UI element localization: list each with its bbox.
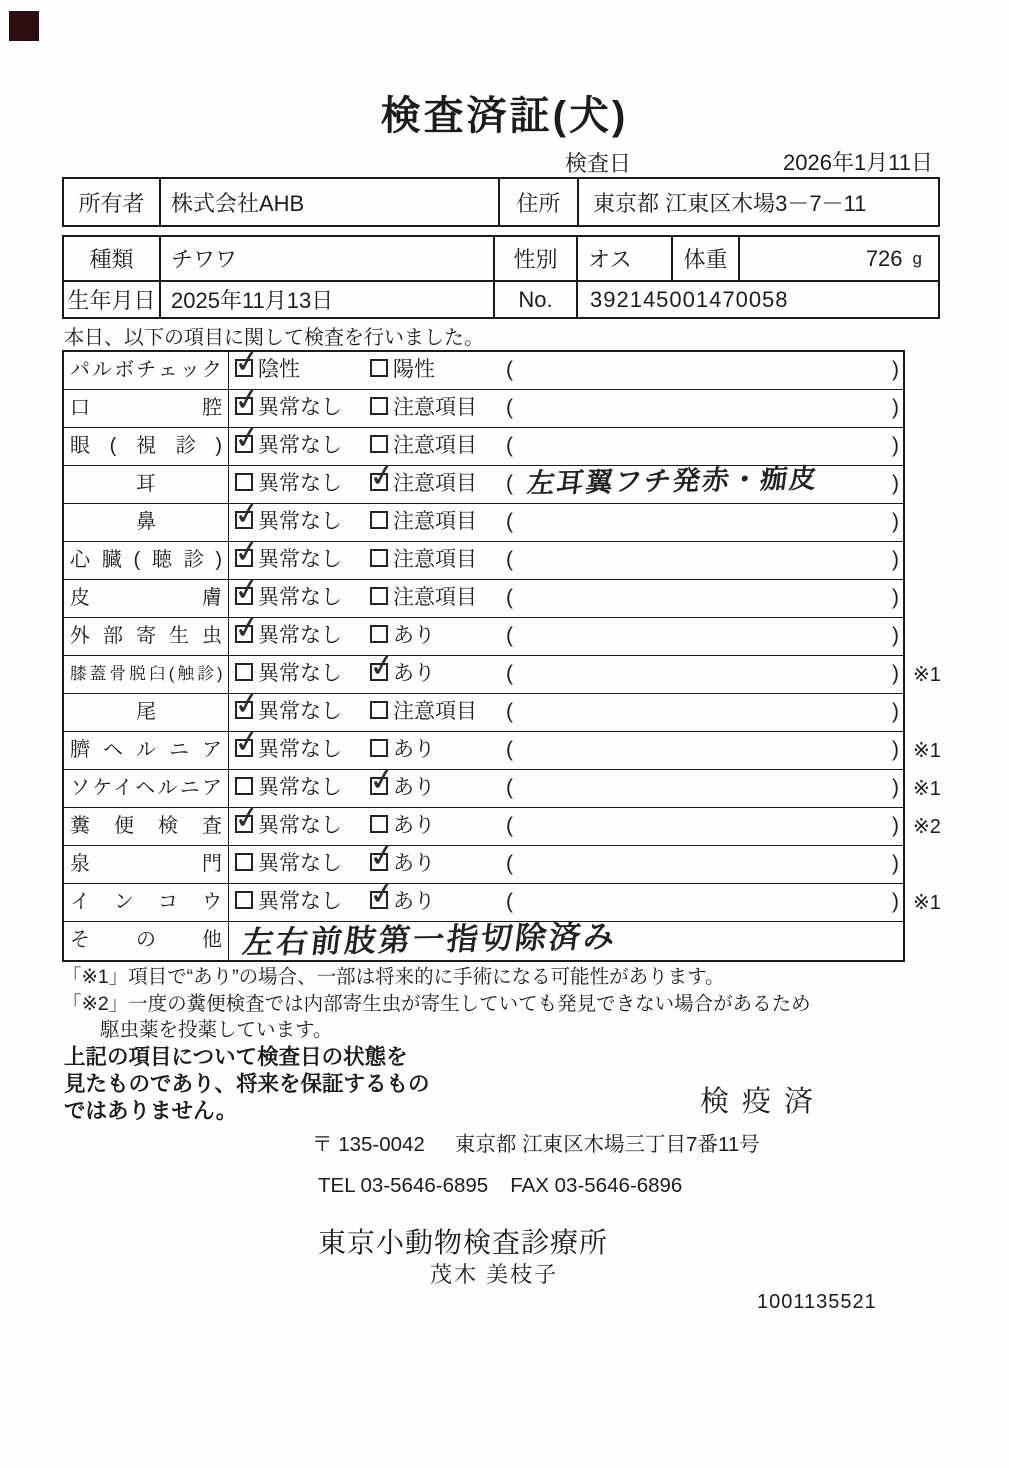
checkbox-caution <box>370 397 388 415</box>
opt1-label: 異常なし <box>258 776 342 799</box>
opt1-label: 異常なし <box>258 434 342 457</box>
checklist-row <box>64 770 941 808</box>
checklist-row <box>64 463 903 504</box>
checklist-row <box>64 504 903 542</box>
handwritten-ear-note: 左耳翼フチ発赤・痂皮 <box>525 463 821 499</box>
item-label: 臍ヘルニア <box>64 732 229 769</box>
paren-close: ) <box>892 890 899 913</box>
paren-close: ) <box>892 586 899 609</box>
paren-open: ( <box>506 472 513 495</box>
clinic-fax: FAX 03-5646-6896 <box>510 1174 683 1197</box>
paren-close: ) <box>892 548 899 571</box>
owner-address: 東京都 江東区木場3－7－11 <box>593 190 867 216</box>
owner-label: 所有者 <box>64 179 161 225</box>
page-title: 検査済証(犬) <box>380 94 629 138</box>
item-label: 眼(視診) <box>64 428 229 465</box>
item-label: 皮膚 <box>64 580 229 617</box>
checkbox-normal <box>235 853 253 871</box>
paren-close: ) <box>892 472 899 495</box>
checkbox-normal <box>235 891 253 909</box>
checkbox-normal <box>235 473 253 491</box>
row-mark: ※2 <box>913 816 941 838</box>
item-label: その他 <box>64 922 229 960</box>
row-mark: ※1 <box>913 778 941 800</box>
opt1-label: 異常なし <box>258 510 342 533</box>
intro-text: 本日、以下の項目に関して検査を行いました。 <box>64 327 484 349</box>
paren-open: ( <box>506 738 513 761</box>
checkbox-present <box>370 853 388 871</box>
birthdate-label: 生年月日 <box>64 282 161 317</box>
paren-close: ) <box>892 624 899 647</box>
opt2-label: 注意項目 <box>393 472 477 495</box>
checklist-row <box>64 390 903 428</box>
item-label: 外部寄生虫 <box>64 618 229 655</box>
checkbox-negative <box>235 359 253 377</box>
checklist-row <box>64 808 941 846</box>
weight-unit: g <box>912 248 922 268</box>
paren-open: ( <box>506 776 513 799</box>
breed-value: チワワ <box>161 237 495 280</box>
item-label: インコウ <box>64 884 229 921</box>
paren-open: ( <box>506 510 513 533</box>
opt2-label: あり <box>393 624 435 647</box>
sex-label: 性別 <box>495 237 578 280</box>
checklist-row-other <box>64 918 903 961</box>
opt1-label: 異常なし <box>258 662 342 685</box>
checkbox-present <box>370 739 388 757</box>
item-label: 糞便検査 <box>64 808 229 845</box>
checklist-row <box>64 884 941 922</box>
id-number-label: No. <box>495 282 578 317</box>
birthdate-value: 2025年11月13日 <box>161 282 495 317</box>
document-number: 1001135521 <box>757 1291 877 1313</box>
paren-close: ) <box>892 738 899 761</box>
item-label: 口腔 <box>64 390 229 427</box>
paren-open: ( <box>506 852 513 875</box>
checkbox-caution <box>370 549 388 567</box>
opt2-label: 注意項目 <box>393 548 477 571</box>
owner-name: 株式会社AHB <box>161 179 500 225</box>
checkbox-caution <box>370 587 388 605</box>
row-mark: ※1 <box>913 740 941 762</box>
paren-open: ( <box>506 358 513 381</box>
weight-number: 726 <box>865 245 903 271</box>
item-label: 泉門 <box>64 846 229 883</box>
paren-open: ( <box>506 586 513 609</box>
veterinarian-name: 茂木 美枝子 <box>430 1262 559 1287</box>
item-label: 鼻 <box>64 504 229 541</box>
footnote-2-line1: 「※2」一度の糞便検査では内部寄生虫が寄生していても発見できない場合があるため <box>62 993 811 1015</box>
disclaimer-text <box>64 1044 430 1125</box>
clinic-contact-line <box>318 1174 682 1198</box>
opt1-label: 異常なし <box>258 586 342 609</box>
paren-close: ) <box>892 852 899 875</box>
opt1-label: 異常なし <box>258 738 342 761</box>
checkbox-caution <box>370 511 388 529</box>
checkbox-normal <box>235 777 253 795</box>
inspection-date-value: 2026年1月11日 <box>783 150 934 175</box>
paren-open: ( <box>506 396 513 419</box>
checkbox-present <box>370 815 388 833</box>
checkbox-normal <box>235 435 253 453</box>
opt2-label: あり <box>393 814 435 837</box>
paren-close: ) <box>892 814 899 837</box>
paren-close: ) <box>892 358 899 381</box>
checklist-row <box>64 846 903 884</box>
checkbox-normal <box>235 511 253 529</box>
opt1-label: 異常なし <box>258 396 342 419</box>
opt2-label: あり <box>393 776 435 799</box>
inspection-date-label: 検査日 <box>565 151 632 176</box>
clinic-address: 東京都 江東区木場三丁目7番11号 <box>454 1133 760 1156</box>
opt2-label: 注意項目 <box>393 434 477 457</box>
checklist-row <box>64 352 903 390</box>
paren-open: ( <box>506 890 513 913</box>
checklist-row <box>64 580 903 618</box>
checklist-row <box>64 694 903 732</box>
disclaimer-line1: 上記の項目について検査日の状態を <box>64 1045 408 1069</box>
paren-close: ) <box>892 776 899 799</box>
opt2-label: 陽性 <box>393 358 435 381</box>
checkbox-caution <box>370 701 388 719</box>
opt2-label: 注意項目 <box>393 700 477 723</box>
clinic-postal-code: 〒 135-0042 <box>312 1133 425 1156</box>
paren-close: ) <box>892 434 899 457</box>
weight-label: 体重 <box>673 237 740 280</box>
opt1-label: 陰性 <box>258 358 300 381</box>
row-mark: ※1 <box>913 664 941 686</box>
checkbox-normal <box>235 587 253 605</box>
opt2-label: 注意項目 <box>393 510 477 533</box>
checkbox-normal <box>235 701 253 719</box>
opt2-label: あり <box>393 738 435 761</box>
opt1-label: 異常なし <box>258 548 342 571</box>
row-mark: ※1 <box>913 892 941 914</box>
opt2-label: あり <box>393 852 435 875</box>
checkbox-present <box>370 663 388 681</box>
item-label: 心臓(聴診) <box>64 542 229 579</box>
opt2-label: あり <box>393 662 435 685</box>
opt2-label: 注意項目 <box>393 586 477 609</box>
disclaimer-line3: ではありません。 <box>64 1099 238 1123</box>
owner-table <box>62 177 940 227</box>
address-label: 住所 <box>500 179 579 225</box>
quarantine-stamp: 検疫済 <box>700 1086 827 1118</box>
weight-value <box>740 237 938 280</box>
checklist-row <box>64 618 903 656</box>
scan-artifact-mark <box>9 11 39 41</box>
checklist-row <box>64 542 903 580</box>
opt1-label: 異常なし <box>258 624 342 647</box>
opt1-label: 異常なし <box>258 890 342 913</box>
handwritten-other-note: 左右前肢第一指切除済み <box>240 918 620 961</box>
item-label: 膝蓋骨脱臼(触診) <box>64 656 229 693</box>
opt1-label: 異常なし <box>258 814 342 837</box>
item-label: 耳 <box>64 466 229 503</box>
checklist-row <box>64 732 941 770</box>
paren-close: ) <box>892 662 899 685</box>
clinic-address-line <box>312 1127 760 1157</box>
clinic-tel: TEL 03-5646-6895 <box>318 1174 489 1197</box>
sex-value: オス <box>578 237 673 280</box>
checkbox-normal <box>235 549 253 567</box>
checkbox-caution <box>370 473 388 491</box>
checklist-table <box>62 350 941 962</box>
checkbox-normal <box>235 625 253 643</box>
paren-open: ( <box>506 662 513 685</box>
checkbox-normal <box>235 739 253 757</box>
checkbox-positive <box>370 359 388 377</box>
clinic-name: 東京小動物検査診療所 <box>318 1227 609 1258</box>
paren-close: ) <box>892 396 899 419</box>
opt2-label: 注意項目 <box>393 396 477 419</box>
footnote-2-line2: 駆虫薬を投薬しています。 <box>100 1019 333 1041</box>
opt1-label: 異常なし <box>258 472 342 495</box>
breed-label: 種類 <box>64 237 161 280</box>
paren-close: ) <box>892 510 899 533</box>
checkbox-caution <box>370 435 388 453</box>
checkbox-present <box>370 891 388 909</box>
opt1-label: 異常なし <box>258 700 342 723</box>
paren-open: ( <box>506 624 513 647</box>
item-label: ソケイヘルニア <box>64 770 229 807</box>
paren-open: ( <box>506 700 513 723</box>
checkbox-normal <box>235 663 253 681</box>
disclaimer-line2: 見たものであり、将来を保証するもの <box>64 1072 430 1096</box>
checkbox-present <box>370 625 388 643</box>
checkbox-normal <box>235 397 253 415</box>
checklist-row <box>64 656 941 694</box>
paren-close: ) <box>892 700 899 723</box>
checkbox-normal <box>235 815 253 833</box>
item-label: パルボチェック <box>64 352 229 389</box>
item-label: 尾 <box>64 694 229 731</box>
paren-open: ( <box>506 548 513 571</box>
footnote-1: 「※1」項目で“あり”の場合、一部は将来的に手術になる可能性があります。 <box>62 966 725 988</box>
paren-open: ( <box>506 814 513 837</box>
animal-table <box>62 235 940 319</box>
paren-open: ( <box>506 434 513 457</box>
id-number-value: 392145001470058 <box>590 286 789 312</box>
checkbox-present <box>370 777 388 795</box>
opt1-label: 異常なし <box>258 852 342 875</box>
opt2-label: あり <box>393 890 435 913</box>
